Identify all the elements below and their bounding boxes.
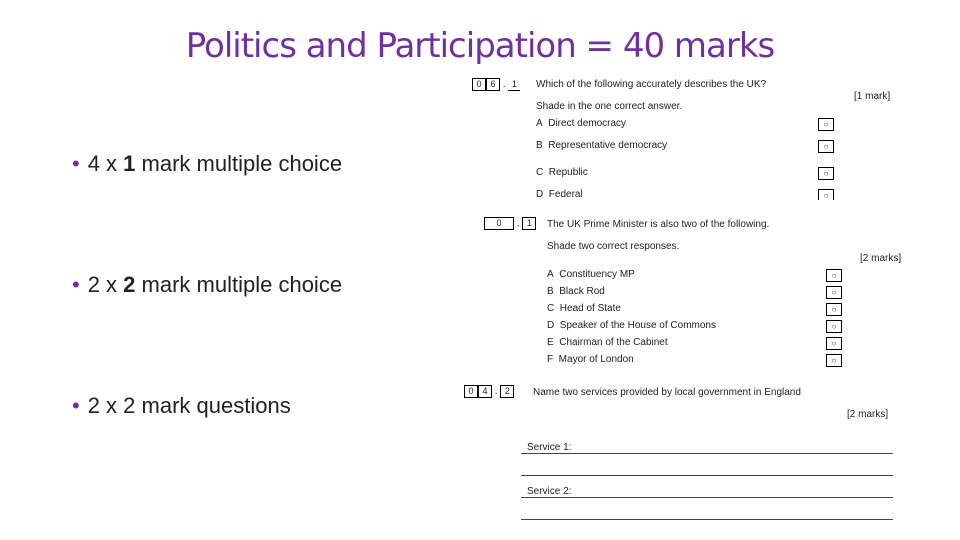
option-f-bubble[interactable]: ○ <box>826 354 842 367</box>
option-b: B Black Rod <box>547 286 605 297</box>
answer-line[interactable] <box>521 453 893 454</box>
question-06-1 <box>472 78 902 200</box>
option-d: D Speaker of the House of Commons <box>547 320 716 331</box>
option-e-bubble[interactable]: ○ <box>826 337 842 350</box>
option-c: C Head of State <box>547 303 621 314</box>
question-number: 0 6 . 1 <box>472 78 520 91</box>
option-e: E Chairman of the Cabinet <box>547 337 668 348</box>
option-b-bubble[interactable]: ○ <box>826 286 842 299</box>
option-d: D Federal <box>536 189 583 200</box>
option-c: C Republic <box>536 167 588 178</box>
option-a-bubble[interactable]: ○ <box>826 269 842 282</box>
option-d-bubble[interactable]: ○ <box>826 320 842 333</box>
answer-line[interactable] <box>521 497 893 498</box>
bullet-dot: • <box>72 272 80 297</box>
option-b: B Representative democracy <box>536 140 668 151</box>
bullet-dot: • <box>72 151 80 176</box>
instruction-text: Shade in the one correct answer. <box>536 101 683 112</box>
instruction-text: Shade two correct responses. <box>547 241 680 252</box>
option-a: A Constituency MP <box>547 269 635 280</box>
question-05-1 <box>484 217 914 369</box>
marks-label: [1 mark] <box>854 91 891 102</box>
bullet-1: • 4 x 1 mark multiple choice <box>72 151 343 176</box>
service-2-label: Service 2: <box>527 486 572 497</box>
answer-line[interactable] <box>521 519 893 520</box>
question-text: Name two services provided by local government in England <box>533 387 801 398</box>
option-b-bubble[interactable]: ○ <box>818 140 834 153</box>
marks-label: [2 marks] <box>860 253 902 264</box>
option-c-bubble[interactable]: ○ <box>826 303 842 316</box>
option-f: F Mayor of London <box>547 354 634 365</box>
marks-label: [2 marks] <box>847 409 889 420</box>
option-a: A Direct democracy <box>536 118 627 129</box>
option-a-bubble[interactable]: ○ <box>818 118 834 131</box>
answer-line[interactable] <box>521 475 893 476</box>
option-d-bubble[interactable]: ○ <box>818 189 834 200</box>
service-1-label: Service 1: <box>527 442 572 453</box>
question-number: 0 . 1 <box>484 217 536 230</box>
question-number: 0 4 . 2 <box>464 385 514 398</box>
bullet-dot: • <box>72 393 80 418</box>
option-c-bubble[interactable]: ○ <box>818 167 834 180</box>
question-text: The UK Prime Minister is also two of the following. <box>547 219 770 230</box>
slide-title: Politics and Participation = 40 marks <box>185 26 775 66</box>
question-04-2 <box>464 385 904 525</box>
bullet-2: • 2 x 2 mark multiple choice <box>72 272 343 297</box>
bullet-3: • 2 x 2 mark questions <box>72 393 291 418</box>
question-text: Which of the following accurately describes the UK? <box>536 79 767 90</box>
